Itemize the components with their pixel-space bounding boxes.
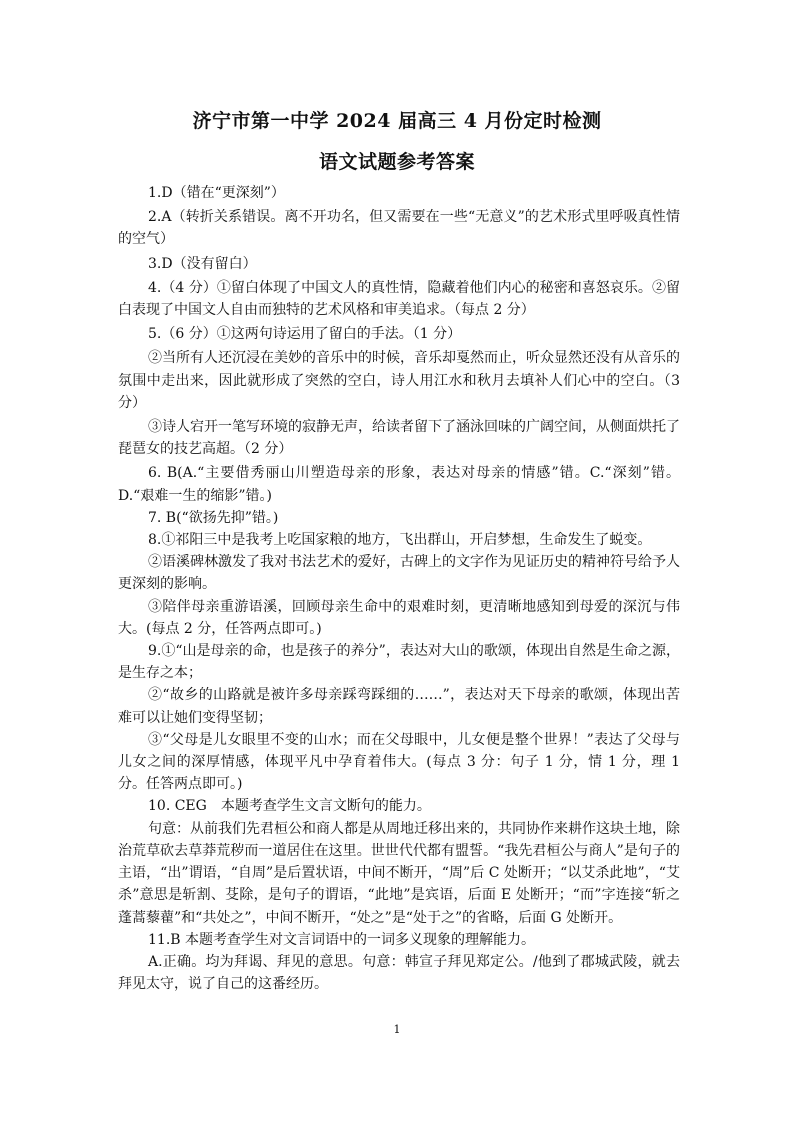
answer-paragraph: 8.①祁阳三中是我考上吃国家粮的地方，飞出群山，开启梦想，生命发生了蜕变。 <box>148 532 652 549</box>
answer-paragraph: 3.D（没有留白） <box>148 255 257 272</box>
answer-paragraph: 6. B(A.“主要借秀丽山川塑造母亲的形象，表达对母亲的情感”错。C.“深刻”错。D.“艰难一生的缩影”错。) <box>118 465 680 504</box>
answer-paragraph: A.正确。均为拜谒、拜见的意思。句意：韩宣子拜见郑定公。/他到了郡城武陵，就去拜见太守，说了自己的这番经历。 <box>118 953 680 993</box>
answer-paragraph: ③诗人宕开一笔写环境的寂静无声，给读者留下了涵泳回味的广阔空间，从侧面烘托了琵琶女的技艺高超。（2 分） <box>118 419 680 458</box>
answer-paragraph: 5.（6 分）①这两句诗运用了留白的手法。（1 分） <box>148 326 462 343</box>
answer-paragraph: ②语溪碑林激发了我对书法艺术的爱好，古碑上的文字作为见证历史的精神符号给予人更深刻的影响。 <box>118 554 680 593</box>
answer-body <box>118 180 680 995</box>
answer-paragraph: 句意：从前我们先君桓公和商人都是从周地迁移出来的，共同协作来耕作这块土地，除治荒草砍去草莽荒秽而一道居住在这里。世世代代都有盟誓。“我先君桓公与商人”是句子的主语，“出”谓语，“自周”是后置状语，中间不断开，“周”后 C 处断开；“以艾杀此地”，“艾杀”意思是斩割、芟除，是句子的谓语，“此地”是宾语，后面 E 处断开；“而”字连接“斩之蓬蒿藜藋”和“共处之”，中间不断开，“处之”是“处于之”的省略，后面 G 处断开。 <box>118 820 680 926</box>
answer-paragraph: 2.A（转折关系错误。离不开功名，但又需要在一些“无意义”的艺术形式里呼吸真性情的空气） <box>118 209 680 248</box>
answer-paragraph: 9.①“山是母亲的命，也是孩子的养分”，表达对大山的歌颂，体现出自然是生命之源，是生存之本； <box>118 643 680 682</box>
answer-paragraph: ②当所有人还沉浸在美妙的音乐中的时候，音乐却戛然而止，听众显然还没有从音乐的氛围中走出来，因此就形成了突然的空白，诗人用江水和秋月去填补人们心中的空白。（3 分） <box>118 350 680 411</box>
answer-paragraph: ②“故乡的山路就是被许多母亲踩弯踩细的……”，表达对天下母亲的歌颂，体现出苦难可以让她们变得坚韧； <box>118 687 680 726</box>
answer-paragraph: 4.（4 分）①留白体现了中国文人的真性情，隐藏着他们内心的秘密和喜怒哀乐。②留白表现了中国文人自由而独特的艺术风格和审美追求。（每点 2 分） <box>118 279 680 319</box>
answer-paragraph: ③“父母是儿女眼里不变的山水；而在父母眼中，儿女便是整个世界！”表达了父母与儿女之间的深厚情感，体现平凡中孕育着伟大。(每点 3 分：句子 1 分，情 1 分，理 1 分。任答两点即可。) <box>118 731 680 793</box>
page-subtitle: 语文试题参考答案 <box>318 151 475 173</box>
answer-paragraph: 1.D（错在“更深刻”） <box>148 185 285 201</box>
answer-paragraph: ③陪伴母亲重游语溪，回顾母亲生命中的艰难时刻，更清晰地感知到母爱的深沉与伟大。(每点 2 分，任答两点即可。) <box>118 598 680 637</box>
page-number: 1 <box>393 1023 401 1036</box>
answer-paragraph: 7. B(“欲扬先抑”错。) <box>148 509 279 526</box>
answer-paragraph: 11.B 本题考查学生对文言词语中的一词多义现象的理解能力。 <box>148 931 536 948</box>
page-title: 济宁市第一中学 2024 届高三 4 月份定时检测 <box>192 110 602 132</box>
answer-paragraph: 10. CEG 本题考查学生文言文断句的能力。 <box>148 798 431 815</box>
